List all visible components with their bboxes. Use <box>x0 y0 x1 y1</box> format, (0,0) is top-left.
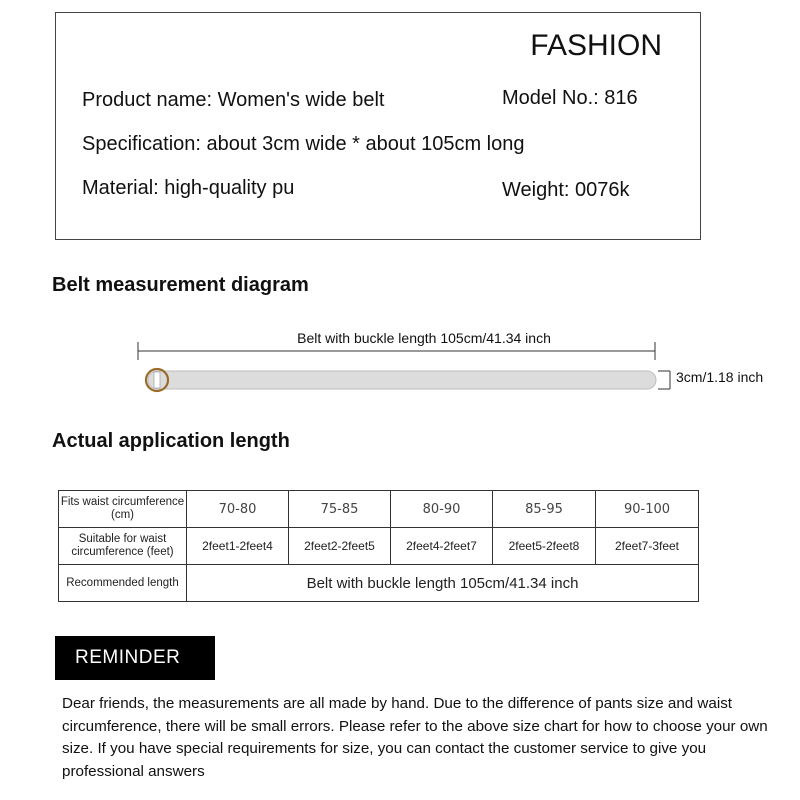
table-cell: 2feet5-2feet8 <box>493 528 596 565</box>
brand-title: FASHION <box>530 29 662 62</box>
specification: Specification: about 3cm wide * about 105cm long <box>82 133 525 155</box>
belt-strap <box>148 371 656 389</box>
application-title: Actual application length <box>52 430 290 452</box>
weight: Weight: 0076k <box>502 179 630 201</box>
width-label: 3cm/1.18 inch <box>676 369 764 385</box>
table-row <box>59 565 699 602</box>
product-name: Product name: Women's wide belt <box>82 89 385 111</box>
row-header: Fits waist circumference (cm) <box>59 491 187 528</box>
table-cell: 80-90 <box>391 491 493 528</box>
table-cell: 2feet2-2feet5 <box>289 528 391 565</box>
product-info-box <box>55 12 701 240</box>
width-dimension-line <box>658 371 670 389</box>
table-cell: 70-80 <box>187 491 289 528</box>
table-row <box>59 528 699 565</box>
length-label: Belt with buckle length 105cm/41.34 inch <box>297 330 551 346</box>
model-number: Model No.: 816 <box>502 87 638 109</box>
size-table <box>58 490 699 602</box>
reminder-badge: REMINDER <box>55 636 215 680</box>
reminder-text: Dear friends, the measurements are all made by hand. Due to the difference of pants size and waist circumference, there will be small errors. Please refer to the above size chart for how to choose your own size. If you have special requirements for size, you can contact the customer service to give you professional answers <box>62 695 768 780</box>
table-cell: 75-85 <box>289 491 391 528</box>
table-cell: 90-100 <box>596 491 699 528</box>
table-cell: 2feet7-3feet <box>596 528 699 565</box>
table-cell: 85-95 <box>493 491 596 528</box>
table-cell: 2feet1-2feet4 <box>187 528 289 565</box>
table-row <box>59 491 699 528</box>
row-header: Suitable for waist circumference (feet) <box>59 528 187 565</box>
row-header: Recommended length <box>59 565 187 602</box>
diagram-title: Belt measurement diagram <box>52 274 309 296</box>
belt-diagram <box>0 320 800 400</box>
table-cell: Belt with buckle length 105cm/41.34 inch <box>187 565 699 602</box>
table-cell: 2feet4-2feet7 <box>391 528 493 565</box>
material: Material: high-quality pu <box>82 177 295 199</box>
